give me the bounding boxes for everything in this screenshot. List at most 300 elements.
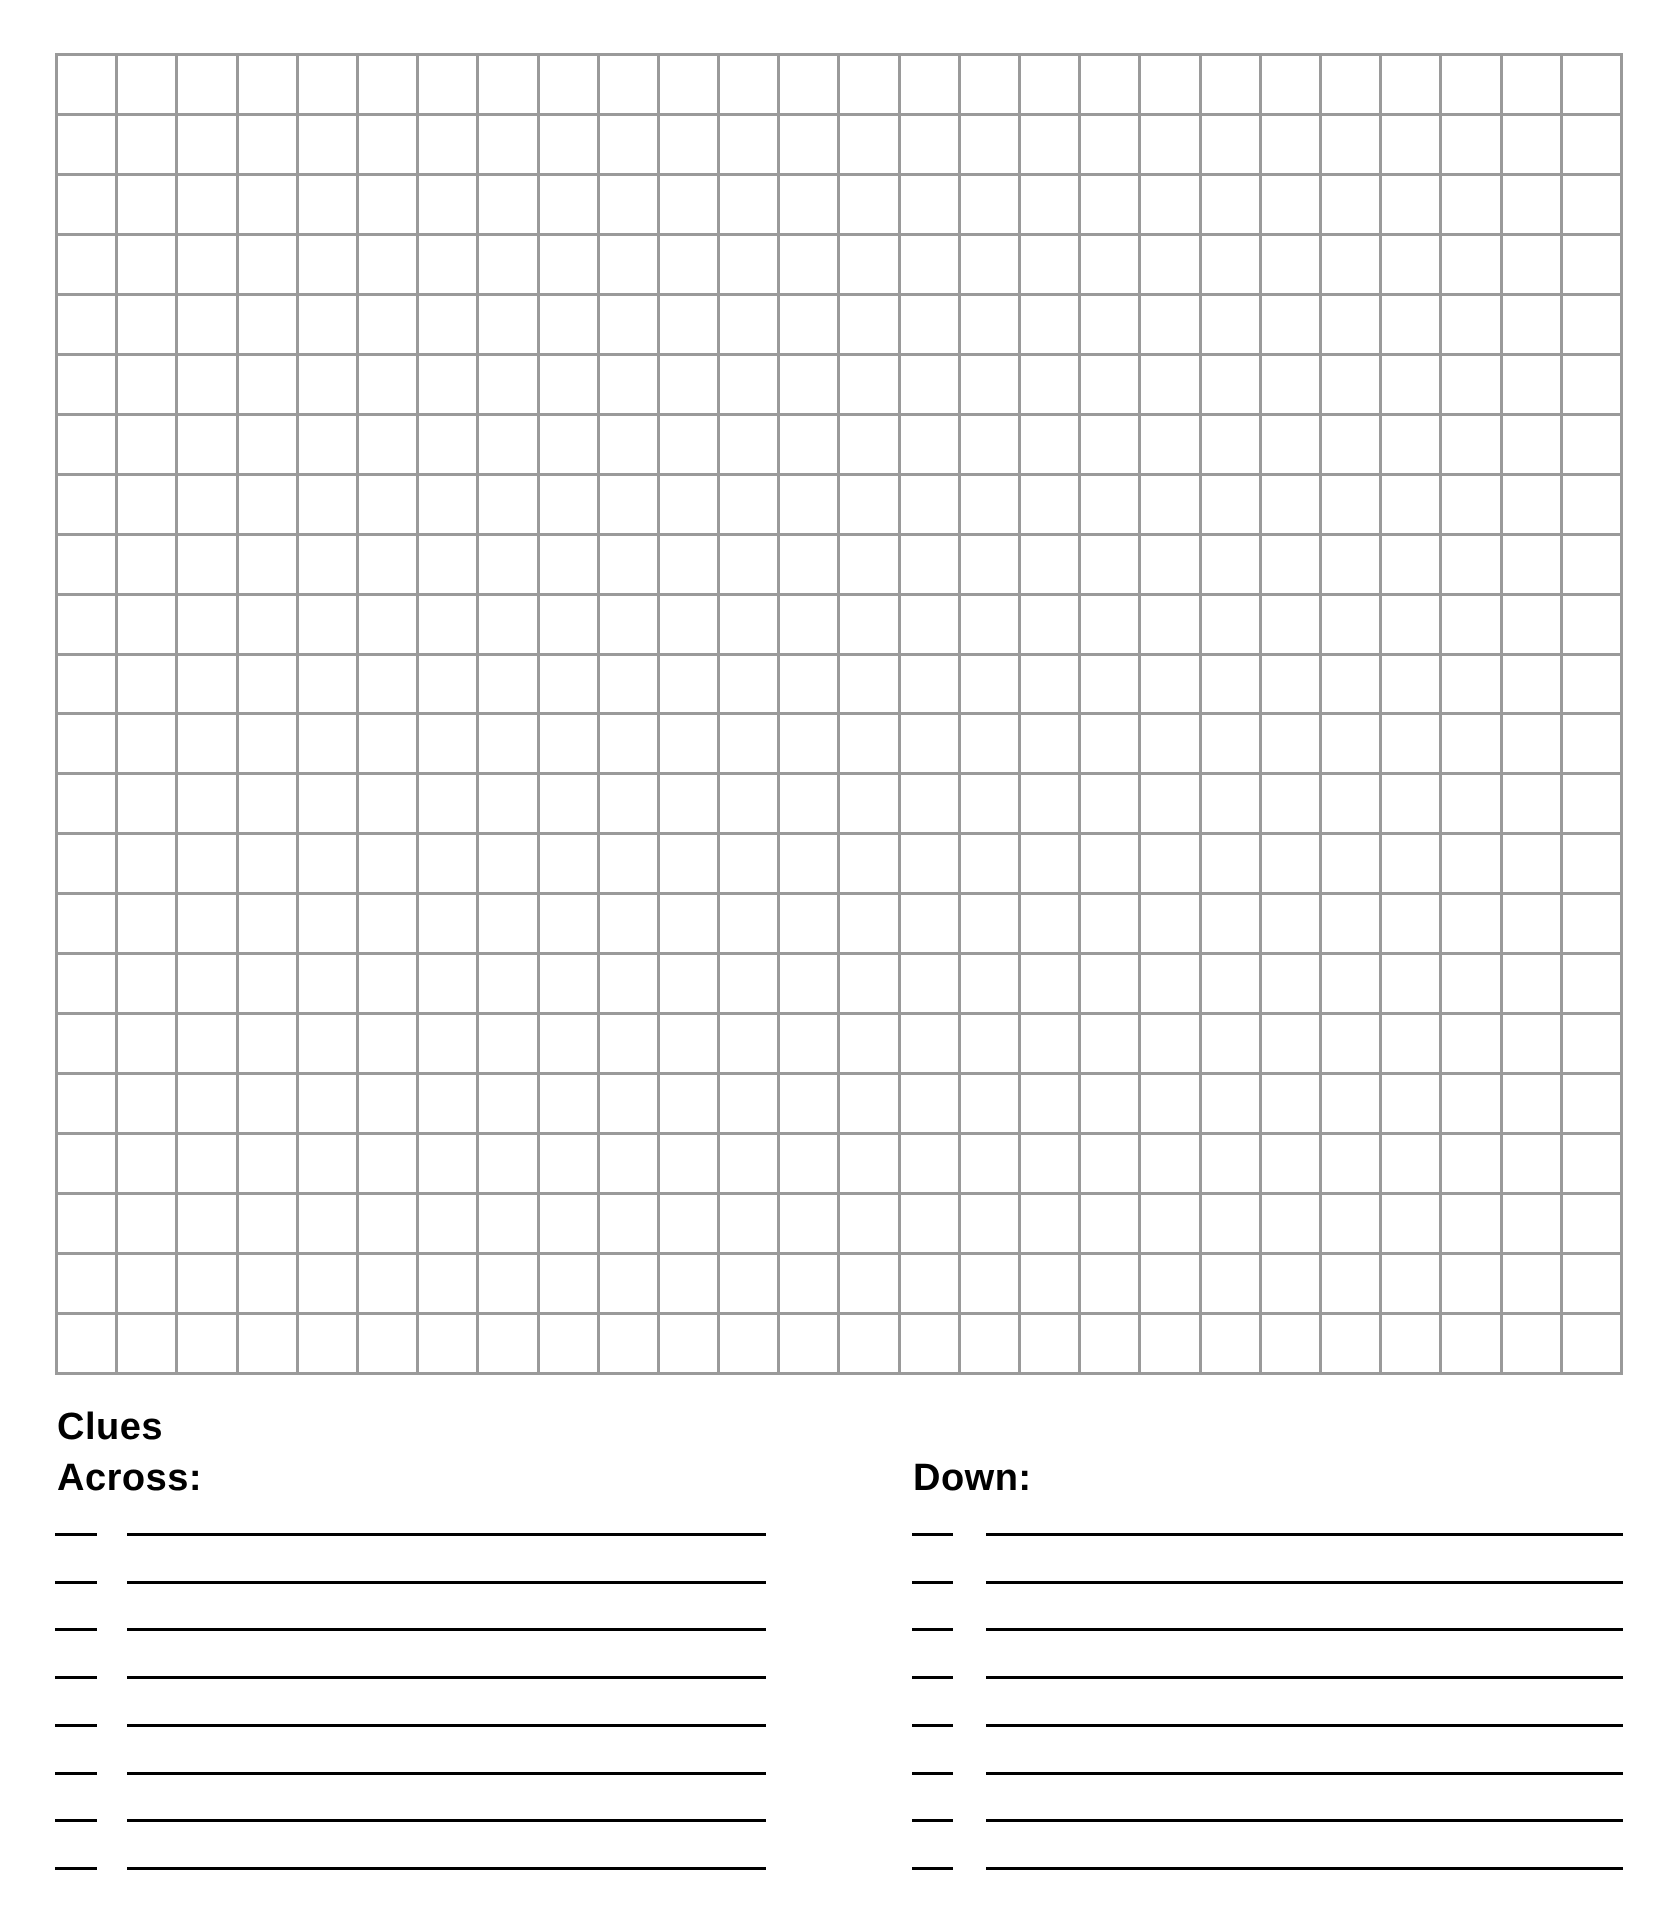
grid-cell[interactable] [1262,1315,1319,1372]
grid-cell[interactable] [1202,775,1259,832]
grid-cell[interactable] [600,1255,657,1312]
clue-number-blank[interactable] [912,1772,953,1775]
grid-cell[interactable] [1081,416,1138,473]
grid-cell[interactable] [780,1315,837,1372]
grid-cell[interactable] [178,1195,235,1252]
grid-cell[interactable] [299,656,356,713]
grid-cell[interactable] [840,536,897,593]
clue-text-blank[interactable] [127,1581,766,1584]
grid-cell[interactable] [1262,116,1319,173]
grid-cell[interactable] [901,356,958,413]
grid-cell[interactable] [1563,356,1620,413]
grid-cell[interactable] [58,895,115,952]
grid-cell[interactable] [1021,416,1078,473]
grid-cell[interactable] [239,56,296,113]
grid-cell[interactable] [1021,296,1078,353]
grid-cell[interactable] [1442,596,1499,653]
grid-cell[interactable] [1563,236,1620,293]
grid-cell[interactable] [720,835,777,892]
grid-cell[interactable] [720,596,777,653]
grid-cell[interactable] [961,296,1018,353]
grid-cell[interactable] [1563,296,1620,353]
grid-cell[interactable] [1382,536,1439,593]
grid-cell[interactable] [479,1135,536,1192]
grid-cell[interactable] [1141,56,1198,113]
grid-cell[interactable] [1442,296,1499,353]
grid-cell[interactable] [1442,1255,1499,1312]
grid-cell[interactable] [1202,296,1259,353]
grid-cell[interactable] [1322,656,1379,713]
grid-cell[interactable] [1382,1255,1439,1312]
grid-cell[interactable] [1202,176,1259,233]
grid-cell[interactable] [1563,835,1620,892]
grid-cell[interactable] [1141,1315,1198,1372]
clue-text-blank[interactable] [986,1772,1623,1775]
grid-cell[interactable] [1442,416,1499,473]
grid-cell[interactable] [178,236,235,293]
grid-cell[interactable] [600,536,657,593]
grid-cell[interactable] [1382,1015,1439,1072]
grid-cell[interactable] [720,1135,777,1192]
grid-cell[interactable] [1503,356,1560,413]
grid-cell[interactable] [299,236,356,293]
grid-cell[interactable] [1021,715,1078,772]
grid-cell[interactable] [479,596,536,653]
grid-cell[interactable] [901,296,958,353]
grid-cell[interactable] [178,1075,235,1132]
grid-cell[interactable] [1322,56,1379,113]
grid-cell[interactable] [780,895,837,952]
grid-cell[interactable] [118,955,175,1012]
grid-cell[interactable] [1262,536,1319,593]
grid-cell[interactable] [1021,176,1078,233]
grid-cell[interactable] [1262,895,1319,952]
clue-text-blank[interactable] [127,1628,766,1631]
grid-cell[interactable] [299,416,356,473]
grid-cell[interactable] [419,596,476,653]
grid-cell[interactable] [1563,1135,1620,1192]
grid-cell[interactable] [1262,835,1319,892]
grid-cell[interactable] [1563,895,1620,952]
grid-cell[interactable] [1262,1135,1319,1192]
grid-cell[interactable] [1503,536,1560,593]
grid-cell[interactable] [1322,1135,1379,1192]
grid-cell[interactable] [1503,596,1560,653]
grid-cell[interactable] [178,955,235,1012]
grid-cell[interactable] [359,1135,416,1192]
grid-cell[interactable] [961,715,1018,772]
grid-cell[interactable] [299,955,356,1012]
grid-cell[interactable] [359,715,416,772]
grid-cell[interactable] [419,1195,476,1252]
grid-cell[interactable] [1563,1195,1620,1252]
grid-cell[interactable] [1081,56,1138,113]
grid-cell[interactable] [419,236,476,293]
grid-cell[interactable] [600,775,657,832]
grid-cell[interactable] [1021,1315,1078,1372]
grid-cell[interactable] [1503,56,1560,113]
grid-cell[interactable] [299,56,356,113]
grid-cell[interactable] [178,116,235,173]
grid-cell[interactable] [299,895,356,952]
grid-cell[interactable] [600,476,657,533]
grid-cell[interactable] [1021,895,1078,952]
grid-cell[interactable] [118,1135,175,1192]
grid-cell[interactable] [178,895,235,952]
grid-cell[interactable] [720,656,777,713]
grid-cell[interactable] [58,1075,115,1132]
grid-cell[interactable] [239,715,296,772]
grid-cell[interactable] [359,536,416,593]
grid-cell[interactable] [901,56,958,113]
grid-cell[interactable] [1382,835,1439,892]
grid-cell[interactable] [479,895,536,952]
grid-cell[interactable] [1202,1135,1259,1192]
grid-cell[interactable] [660,1315,717,1372]
grid-cell[interactable] [239,1255,296,1312]
grid-cell[interactable] [1442,775,1499,832]
grid-cell[interactable] [840,356,897,413]
grid-cell[interactable] [540,296,597,353]
grid-cell[interactable] [720,1075,777,1132]
grid-cell[interactable] [660,116,717,173]
grid-cell[interactable] [479,1075,536,1132]
grid-cell[interactable] [540,56,597,113]
grid-cell[interactable] [780,835,837,892]
grid-cell[interactable] [540,536,597,593]
grid-cell[interactable] [1262,775,1319,832]
grid-cell[interactable] [479,356,536,413]
grid-cell[interactable] [901,955,958,1012]
grid-cell[interactable] [239,356,296,413]
grid-cell[interactable] [58,955,115,1012]
grid-cell[interactable] [479,1195,536,1252]
clue-number-blank[interactable] [912,1533,953,1536]
grid-cell[interactable] [660,1135,717,1192]
grid-cell[interactable] [479,1015,536,1072]
grid-cell[interactable] [1563,1015,1620,1072]
grid-cell[interactable] [600,835,657,892]
grid-cell[interactable] [780,955,837,1012]
grid-cell[interactable] [901,1015,958,1072]
grid-cell[interactable] [780,236,837,293]
grid-cell[interactable] [720,775,777,832]
grid-cell[interactable] [1503,955,1560,1012]
grid-cell[interactable] [600,955,657,1012]
grid-cell[interactable] [1442,356,1499,413]
grid-cell[interactable] [1141,1135,1198,1192]
grid-cell[interactable] [178,356,235,413]
grid-cell[interactable] [961,1195,1018,1252]
grid-cell[interactable] [1021,1255,1078,1312]
grid-cell[interactable] [1442,1135,1499,1192]
grid-cell[interactable] [479,1315,536,1372]
grid-cell[interactable] [780,775,837,832]
grid-cell[interactable] [359,116,416,173]
grid-cell[interactable] [359,1255,416,1312]
grid-cell[interactable] [299,476,356,533]
grid-cell[interactable] [1141,775,1198,832]
grid-cell[interactable] [118,176,175,233]
grid-cell[interactable] [1382,955,1439,1012]
grid-cell[interactable] [840,895,897,952]
grid-cell[interactable] [1021,236,1078,293]
grid-cell[interactable] [58,1195,115,1252]
grid-cell[interactable] [299,1195,356,1252]
grid-cell[interactable] [1442,116,1499,173]
grid-cell[interactable] [479,835,536,892]
grid-cell[interactable] [780,715,837,772]
grid-cell[interactable] [58,116,115,173]
grid-cell[interactable] [58,416,115,473]
grid-cell[interactable] [1322,1075,1379,1132]
grid-cell[interactable] [780,56,837,113]
grid-cell[interactable] [1382,176,1439,233]
clue-text-blank[interactable] [986,1724,1623,1727]
grid-cell[interactable] [1202,835,1259,892]
grid-cell[interactable] [901,835,958,892]
grid-cell[interactable] [660,536,717,593]
grid-cell[interactable] [359,1315,416,1372]
grid-cell[interactable] [540,116,597,173]
grid-cell[interactable] [780,296,837,353]
grid-cell[interactable] [1202,895,1259,952]
grid-cell[interactable] [660,656,717,713]
grid-cell[interactable] [299,775,356,832]
grid-cell[interactable] [720,955,777,1012]
grid-cell[interactable] [1503,1255,1560,1312]
grid-cell[interactable] [1563,955,1620,1012]
grid-cell[interactable] [901,656,958,713]
grid-cell[interactable] [239,656,296,713]
grid-cell[interactable] [901,775,958,832]
grid-cell[interactable] [118,296,175,353]
grid-cell[interactable] [540,416,597,473]
grid-cell[interactable] [660,1075,717,1132]
grid-cell[interactable] [1503,775,1560,832]
grid-cell[interactable] [1021,536,1078,593]
grid-cell[interactable] [1202,536,1259,593]
grid-cell[interactable] [178,1015,235,1072]
grid-cell[interactable] [1322,236,1379,293]
grid-cell[interactable] [780,356,837,413]
grid-cell[interactable] [540,775,597,832]
grid-cell[interactable] [479,536,536,593]
grid-cell[interactable] [1382,56,1439,113]
grid-cell[interactable] [359,236,416,293]
grid-cell[interactable] [1141,536,1198,593]
grid-cell[interactable] [359,656,416,713]
grid-cell[interactable] [540,356,597,413]
grid-cell[interactable] [1081,895,1138,952]
grid-cell[interactable] [419,1075,476,1132]
grid-cell[interactable] [901,536,958,593]
grid-cell[interactable] [1262,356,1319,413]
grid-cell[interactable] [479,56,536,113]
grid-cell[interactable] [840,1015,897,1072]
grid-cell[interactable] [1141,1195,1198,1252]
grid-cell[interactable] [780,1015,837,1072]
grid-cell[interactable] [178,775,235,832]
clue-number-blank[interactable] [55,1867,97,1870]
grid-cell[interactable] [1141,1075,1198,1132]
grid-cell[interactable] [600,176,657,233]
grid-cell[interactable] [1322,176,1379,233]
grid-cell[interactable] [419,476,476,533]
grid-cell[interactable] [299,1135,356,1192]
grid-cell[interactable] [720,895,777,952]
grid-cell[interactable] [1021,596,1078,653]
grid-cell[interactable] [961,1315,1018,1372]
clue-text-blank[interactable] [986,1867,1623,1870]
clue-number-blank[interactable] [912,1724,953,1727]
grid-cell[interactable] [720,1255,777,1312]
clue-text-blank[interactable] [986,1819,1623,1822]
grid-cell[interactable] [1322,356,1379,413]
clue-text-blank[interactable] [127,1819,766,1822]
grid-cell[interactable] [1382,1195,1439,1252]
grid-cell[interactable] [840,715,897,772]
grid-cell[interactable] [1081,1195,1138,1252]
grid-cell[interactable] [961,895,1018,952]
grid-cell[interactable] [359,176,416,233]
grid-cell[interactable] [239,176,296,233]
grid-cell[interactable] [1503,895,1560,952]
grid-cell[interactable] [540,835,597,892]
grid-cell[interactable] [479,176,536,233]
clue-text-blank[interactable] [986,1533,1623,1536]
grid-cell[interactable] [600,715,657,772]
grid-cell[interactable] [720,1015,777,1072]
grid-cell[interactable] [600,1195,657,1252]
grid-cell[interactable] [1322,1255,1379,1312]
grid-cell[interactable] [600,656,657,713]
grid-cell[interactable] [1382,1075,1439,1132]
grid-cell[interactable] [1442,715,1499,772]
grid-cell[interactable] [720,116,777,173]
grid-cell[interactable] [901,176,958,233]
grid-cell[interactable] [1442,656,1499,713]
grid-cell[interactable] [419,1315,476,1372]
grid-cell[interactable] [1563,1075,1620,1132]
clue-text-blank[interactable] [127,1676,766,1679]
grid-cell[interactable] [1322,536,1379,593]
grid-cell[interactable] [1563,596,1620,653]
grid-cell[interactable] [1262,596,1319,653]
clue-number-blank[interactable] [912,1628,953,1631]
grid-cell[interactable] [600,596,657,653]
grid-cell[interactable] [359,1195,416,1252]
grid-cell[interactable] [58,596,115,653]
grid-cell[interactable] [720,536,777,593]
grid-cell[interactable] [1021,476,1078,533]
grid-cell[interactable] [1141,116,1198,173]
grid-cell[interactable] [299,1075,356,1132]
grid-cell[interactable] [58,1255,115,1312]
grid-cell[interactable] [780,1075,837,1132]
clue-number-blank[interactable] [912,1676,953,1679]
grid-cell[interactable] [299,536,356,593]
grid-cell[interactable] [118,1255,175,1312]
grid-cell[interactable] [1442,536,1499,593]
clue-text-blank[interactable] [127,1724,766,1727]
grid-cell[interactable] [299,1315,356,1372]
grid-cell[interactable] [239,296,296,353]
grid-cell[interactable] [540,1315,597,1372]
grid-cell[interactable] [840,56,897,113]
grid-cell[interactable] [1081,1255,1138,1312]
grid-cell[interactable] [1563,775,1620,832]
grid-cell[interactable] [1442,236,1499,293]
grid-cell[interactable] [1081,955,1138,1012]
grid-cell[interactable] [1141,715,1198,772]
grid-cell[interactable] [1021,775,1078,832]
grid-cell[interactable] [540,176,597,233]
grid-cell[interactable] [1202,955,1259,1012]
grid-cell[interactable] [1141,596,1198,653]
grid-cell[interactable] [901,596,958,653]
grid-cell[interactable] [1442,176,1499,233]
grid-cell[interactable] [239,596,296,653]
grid-cell[interactable] [1202,1015,1259,1072]
grid-cell[interactable] [58,536,115,593]
grid-cell[interactable] [660,176,717,233]
grid-cell[interactable] [1503,116,1560,173]
grid-cell[interactable] [1262,476,1319,533]
grid-cell[interactable] [359,1015,416,1072]
grid-cell[interactable] [1382,116,1439,173]
grid-cell[interactable] [1442,1075,1499,1132]
grid-cell[interactable] [660,476,717,533]
grid-cell[interactable] [299,356,356,413]
grid-cell[interactable] [600,895,657,952]
grid-cell[interactable] [1442,56,1499,113]
grid-cell[interactable] [961,236,1018,293]
grid-cell[interactable] [901,895,958,952]
grid-cell[interactable] [1081,356,1138,413]
clue-text-blank[interactable] [986,1581,1623,1584]
grid-cell[interactable] [840,656,897,713]
grid-cell[interactable] [540,1015,597,1072]
grid-cell[interactable] [58,356,115,413]
grid-cell[interactable] [720,1315,777,1372]
grid-cell[interactable] [118,476,175,533]
grid-cell[interactable] [1503,296,1560,353]
grid-cell[interactable] [1021,1015,1078,1072]
grid-cell[interactable] [239,835,296,892]
grid-cell[interactable] [1081,596,1138,653]
grid-cell[interactable] [901,715,958,772]
grid-cell[interactable] [901,1075,958,1132]
grid-cell[interactable] [1382,596,1439,653]
grid-cell[interactable] [178,596,235,653]
grid-cell[interactable] [419,56,476,113]
grid-cell[interactable] [1442,895,1499,952]
grid-cell[interactable] [359,596,416,653]
grid-cell[interactable] [1322,955,1379,1012]
grid-cell[interactable] [780,1135,837,1192]
grid-cell[interactable] [58,656,115,713]
grid-cell[interactable] [1262,236,1319,293]
grid-cell[interactable] [961,1135,1018,1192]
grid-cell[interactable] [961,1075,1018,1132]
grid-cell[interactable] [1081,476,1138,533]
grid-cell[interactable] [58,296,115,353]
grid-cell[interactable] [118,775,175,832]
grid-cell[interactable] [1021,116,1078,173]
grid-cell[interactable] [419,1135,476,1192]
grid-cell[interactable] [1141,296,1198,353]
